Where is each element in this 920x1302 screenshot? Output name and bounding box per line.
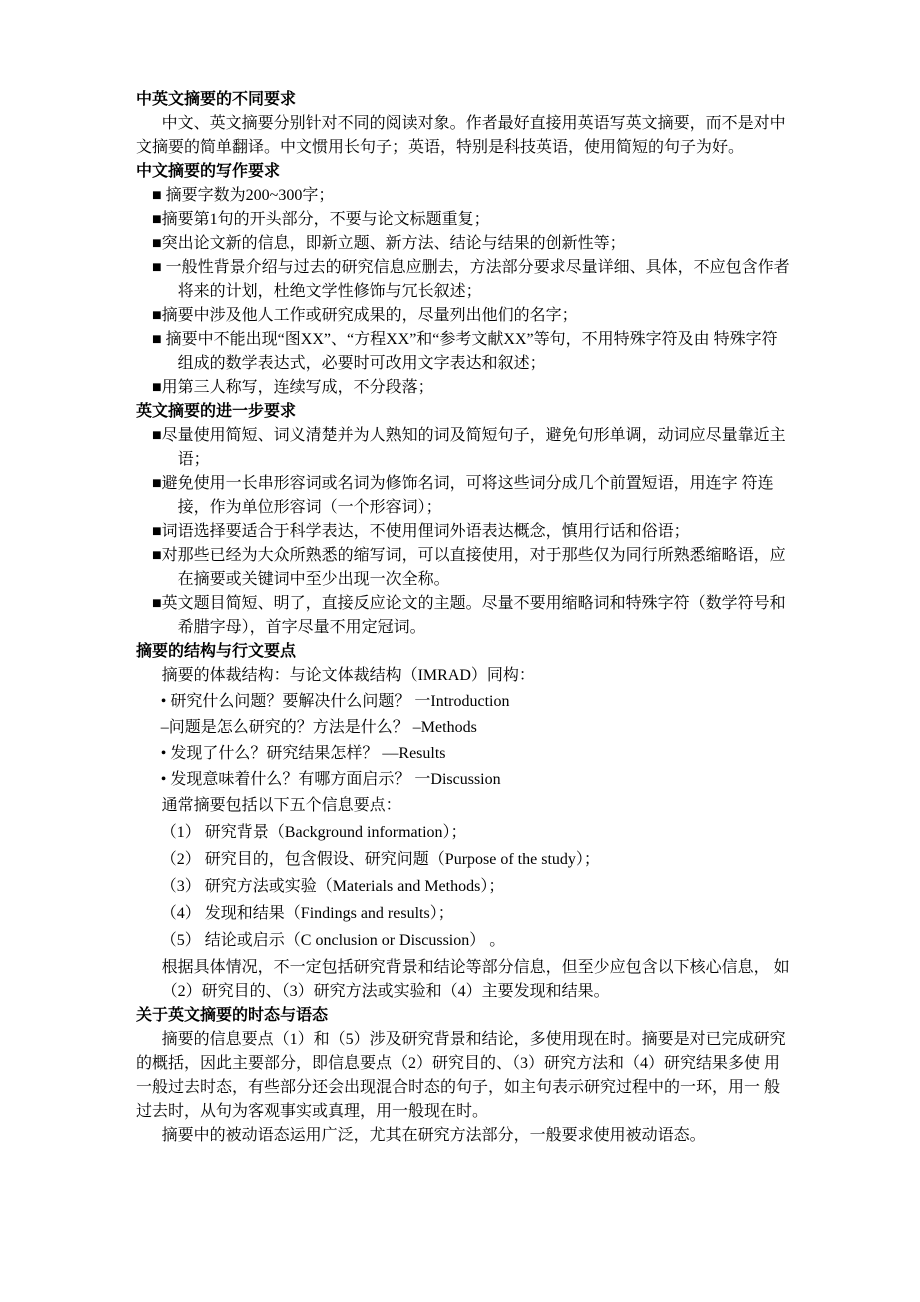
paragraph: 中文、英文摘要分别针对不同的阅读对象。作者最好直接用英语写英文摘要，而不是对中文摘要的简单翻译。中文惯用长句子；英语，特别是科技英语，使用简短的句子为好。 xyxy=(136,115,786,156)
bullet-item: ■用第三人称写，连续写成，不分段落； xyxy=(152,379,434,396)
numbered-item: （3） 研究方法或实验（Materials and Methods）； xyxy=(160,878,505,895)
imrad-line: • 发现了什么？研究结果怎样？ —Results xyxy=(160,745,446,762)
bullet-item: ■词语选择要适合于科学表达，不使用俚词外语表达概念，慎用行话和俗语； xyxy=(152,523,690,540)
bullet-item: ■ 摘要中不能出现“图XX”、“方程XX”和“参考文献XX”等句，不用特殊字符及由 特殊字符组成的数学表达式，必要时可改用文字表达和叙述； xyxy=(152,331,778,372)
numbered-item: （5） 结论或启示（C onclusion or Discussion） 。 xyxy=(160,932,506,949)
bullet-item: ■英文题目简短、明了，直接反应论文的主题。尽量不要用缩略词和特殊字符（数学符号和希腊字母），首字尽量不用定冠词。 xyxy=(152,595,786,636)
imrad-line: • 研究什么问题？要解决什么问题？ 一Introduction xyxy=(160,693,510,710)
bullet-item: ■ 摘要字数为200~300字； xyxy=(152,187,335,204)
section-heading: 中英文摘要的不同要求 xyxy=(136,91,297,108)
section-heading: 摘要的结构与行文要点 xyxy=(136,643,297,660)
bullet-item: ■突出论文新的信息，即新立题、新方法、结论与结果的创新性等； xyxy=(152,235,626,252)
section-heading: 关于英文摘要的时态与语态 xyxy=(136,1007,329,1024)
paragraph: 通常摘要包括以下五个信息要点： xyxy=(161,797,402,814)
bullet-item: ■避免使用一长串形容词或名词为修饰名词，可将这些词分成几个前置短语，用连字 符连接，作为单位形容词（一个形容词）； xyxy=(152,475,774,516)
section-heading: 英文摘要的进一步要求 xyxy=(136,403,297,420)
bullet-item: ■摘要第1句的开头部分，不要与论文标题重复； xyxy=(152,211,490,228)
numbered-item: （2） 研究目的，包含假设、研究问题（Purpose of the study）； xyxy=(160,851,600,868)
numbered-item: （4） 发现和结果（Findings and results）； xyxy=(160,905,454,922)
paragraph: 摘要中的被动语态运用广泛，尤其在研究方法部分，一般要求使用被动语态。 xyxy=(161,1127,706,1144)
paragraph: 摘要的体裁结构：与论文体裁结构（IMRAD）同构： xyxy=(161,667,535,684)
section-heading: 中文摘要的写作要求 xyxy=(136,163,281,180)
imrad-line: • 发现意味着什么？有哪方面启示？ 一Discussion xyxy=(160,771,501,788)
bullet-item: ■尽量使用简短、词义清楚并为人熟知的词及简短句子，避免句形单调，动词应尽量靠近主语； xyxy=(152,427,786,468)
paragraph: 摘要的信息要点（1）和（5）涉及研究背景和结论，多使用现在时。摘要是对已完成研究的概括，因此主要部分，即信息要点（2）研究目的、（3）研究方法和（4）研究结果多使 用一般过去时态，有些部分还会出现混合时态的句子，如主句表示研究过程中的一环，用一 般过去时，从句为客观事实或真理，用一般现在时。 xyxy=(136,1031,786,1120)
bullet-item: ■摘要中涉及他人工作或研究成果的，尽量列出他们的名字； xyxy=(152,307,578,324)
bullet-item: ■ 一般性背景介绍与过去的研究信息应删去，方法部分要求尽量详细、具体，不应包含作者将来的计划，杜绝文学性修饰与冗长叙述； xyxy=(152,259,790,300)
bullet-item: ■对那些已经为大众所熟悉的缩写词，可以直接使用，对于那些仅为同行所熟悉缩略语，应在摘要或关键词中至少出现一次全称。 xyxy=(152,547,786,588)
paragraph: 根据具体情况，不一定包括研究背景和结论等部分信息，但至少应包含以下核心信息， 如（2）研究目的、（3）研究方法或实验和（4）主要发现和结果。 xyxy=(161,959,790,1000)
imrad-line: –问题是怎么研究的？方法是什么？ –Methods xyxy=(160,719,477,736)
numbered-item: （1） 研究背景（Background information）； xyxy=(160,824,467,841)
